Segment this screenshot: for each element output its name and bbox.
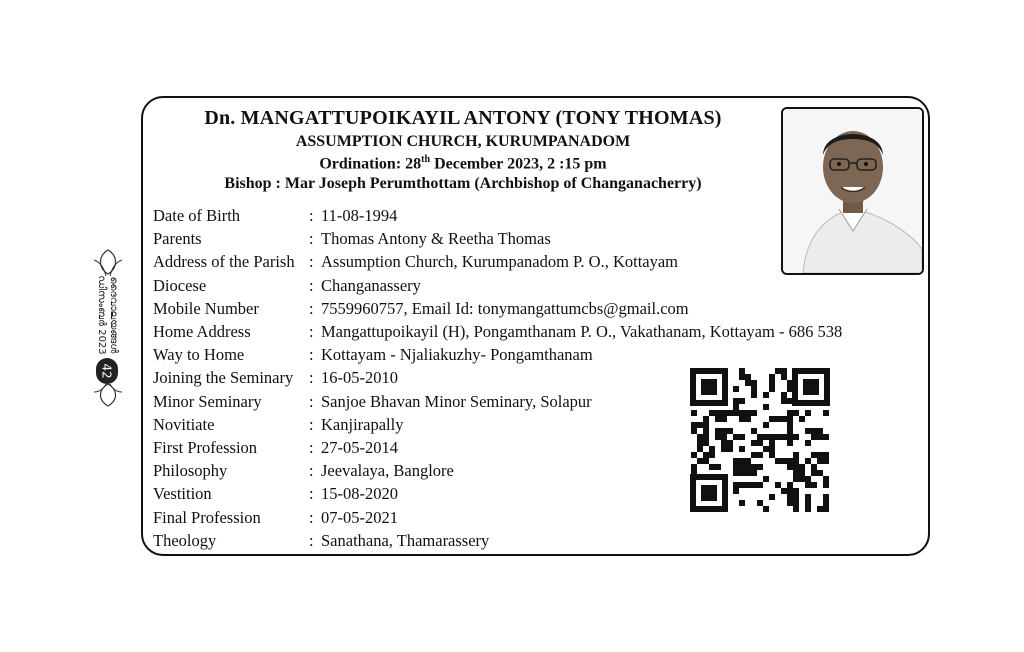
- detail-value: Assumption Church, Kurumpanadom P. O., Kottayam: [321, 252, 679, 272]
- detail-value: 11-08-1994: [321, 206, 398, 225]
- detail-value: Kanjirapally: [321, 414, 404, 434]
- detail-row: First Profession : 27-05-2014: [153, 436, 842, 459]
- detail-label: Address of the Parish: [153, 252, 295, 272]
- page-number: 42: [100, 363, 114, 379]
- ordination-suffix: th: [421, 154, 431, 165]
- detail-value: 7559960757, Email Id: tonymangattumcbs@gmail.com: [321, 298, 689, 318]
- detail-label: Final Profession: [153, 507, 261, 527]
- detail-label: Mobile Number: [153, 298, 259, 318]
- qr-code-icon: [690, 368, 830, 512]
- detail-row: Joining the Seminary : 16-05-2010: [153, 366, 842, 389]
- ornament-bottom-icon: [88, 382, 128, 410]
- detail-label: Minor Seminary: [153, 391, 262, 411]
- detail-label: Joining the Seminary: [153, 368, 294, 388]
- detail-label: Theology: [153, 530, 217, 550]
- detail-value: Sanjoe Bhavan Minor Seminary, Solapur: [321, 391, 592, 411]
- ordaining-bishop: Bishop : Mar Joseph Perumthottam (Archbishop of Changanacherry): [224, 175, 702, 192]
- detail-value: Kottayam - Njaliakuzhy- Pongamthanam: [321, 345, 593, 365]
- detail-row: Parents : Thomas Antony & Reetha Thomas: [153, 227, 842, 250]
- detail-row: Diocese : Changanassery: [153, 274, 842, 297]
- detail-row: Novitiate : Kanjirapally: [153, 413, 842, 436]
- detail-value: 15-08-2020: [321, 484, 398, 504]
- parish-church: ASSUMPTION CHURCH, KURUMPANADOM: [295, 133, 631, 150]
- detail-row: Final Profession : 07-05-2021: [153, 506, 842, 529]
- detail-row: Vestition : 15-08-2020: [153, 482, 842, 505]
- detail-label: Vestition: [153, 484, 212, 504]
- ordination-datetime: December 2023, 2 :15 pm: [430, 155, 607, 173]
- detail-row: Mobile Number : 7559960757, Email Id: tonymangattumcbs@gmail.com: [153, 297, 842, 320]
- detail-value: Jeevalaya, Banglore: [321, 461, 454, 481]
- ordination-line: [143, 154, 783, 173]
- detail-row: Way to Home : Kottayam - Njaliakuzhy- Pongamthanam: [153, 343, 842, 366]
- page-number-badge: [96, 358, 118, 384]
- detail-label: Parents: [153, 229, 202, 249]
- detail-label: Way to Home: [153, 345, 245, 365]
- side-margin: [88, 246, 128, 410]
- profile-name: Dn. MANGATTUPOIKAYIL ANTONY (TONY THOMAS): [204, 107, 722, 129]
- detail-row: Home Address : Mangattupoikayil (H), Pongamthanam P. O., Vakathanam, Kottayam - 686 538: [153, 320, 842, 343]
- detail-value: 27-05-2014: [321, 438, 398, 458]
- detail-label: Diocese: [153, 275, 207, 295]
- detail-row: Theology : Sanathana, Thamarassery: [153, 529, 842, 552]
- detail-row: Date of Birth : 11-08-1994: [153, 204, 842, 227]
- detail-label: Philosophy: [153, 461, 228, 481]
- detail-label: Date of Birth: [153, 206, 241, 225]
- detail-label: Home Address: [153, 322, 251, 342]
- detail-label: Novitiate: [153, 414, 215, 434]
- detail-value: Thomas Antony & Reetha Thomas: [321, 229, 551, 249]
- detail-row: Address of the Parish : Assumption Church, Kurumpanadom P. O., Kottayam: [153, 250, 842, 273]
- detail-value: 07-05-2021: [321, 507, 398, 527]
- detail-value: 16-05-2010: [321, 368, 398, 388]
- detail-value: Changanassery: [321, 275, 421, 295]
- detail-value: Sanathana, Thamarassery: [321, 530, 490, 550]
- detail-label: First Profession: [153, 438, 258, 458]
- side-text-1: ദൈവാലയങ്ങൾ: [108, 276, 119, 354]
- detail-row: Minor Seminary : Sanjoe Bhavan Minor Seminary, Solapur: [153, 390, 842, 413]
- ordination-label: Ordination: 28: [319, 155, 422, 173]
- profile-card: [141, 96, 930, 556]
- detail-value: Mangattupoikayil (H), Pongamthanam P. O., Vakathanam, Kottayam - 686 538: [321, 322, 843, 342]
- side-text-2: ഡിസംബർ 2023: [96, 275, 107, 355]
- detail-row: Philosophy : Jeevalaya, Banglore: [153, 459, 842, 482]
